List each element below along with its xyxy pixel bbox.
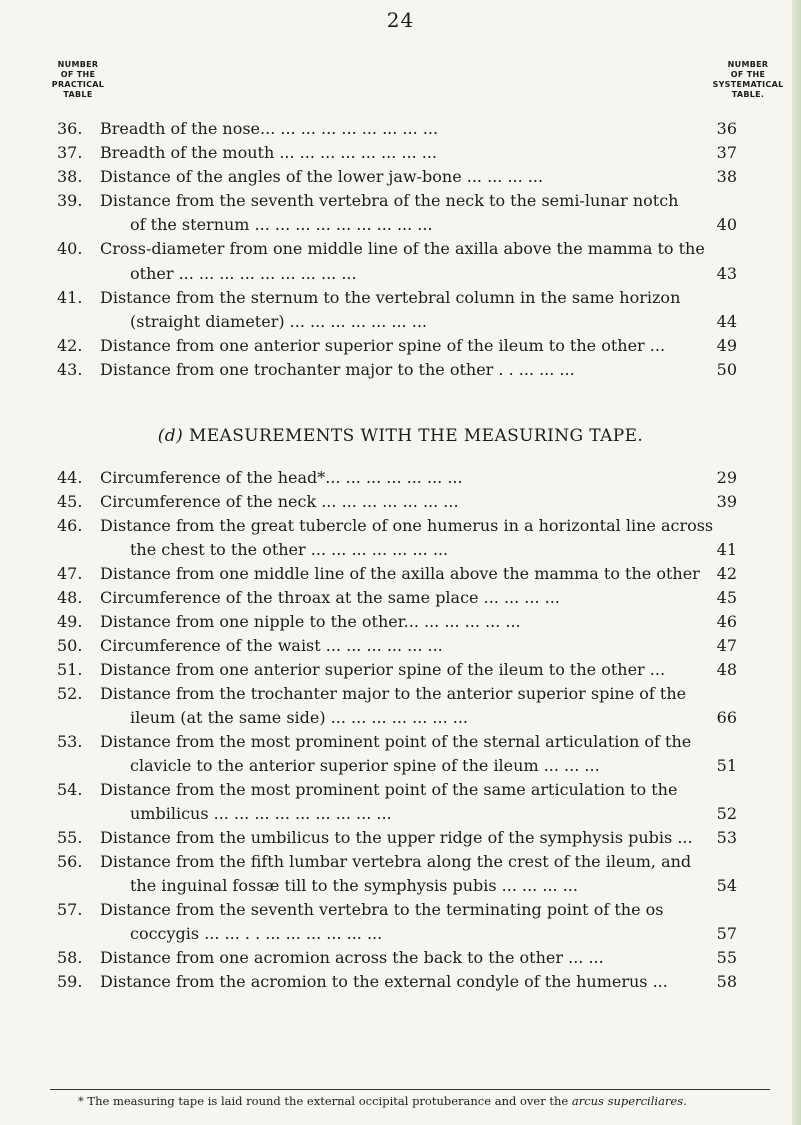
entry-number: 48. — [57, 588, 83, 607]
systematical-table-ref: 58 — [716, 972, 737, 991]
entry-text: other ... ... ... ... ... ... ... ... ... — [130, 264, 357, 283]
footnote-rule — [50, 1089, 770, 1090]
section-marker: (d) — [157, 426, 184, 446]
systematical-table-ref: 41 — [716, 540, 737, 559]
page-number: 24 — [386, 8, 415, 32]
entry-number: 36. — [57, 119, 83, 138]
entry-text: Breadth of the nose... ... ... ... ... ... ... ... ... — [100, 119, 439, 138]
entry-text: ileum (at the same side) ... ... ... ... ... ... ... — [130, 708, 469, 727]
systematical-table-column-header — [708, 60, 788, 100]
entry-number: 44. — [57, 468, 83, 487]
systematical-table-ref: 29 — [716, 468, 737, 487]
systematical-table-ref: 53 — [716, 828, 737, 847]
section-heading — [0, 426, 801, 446]
footnote-italic: arcus superciliares. — [571, 1094, 687, 1108]
entry-text: Distance from the umbilicus to the upper ridge of the symphysis pubis ... — [100, 828, 693, 847]
entry-text: Distance from one nipple to the other... ... ... ... ... ... — [100, 612, 521, 631]
entry-text: coccygis ... ... . . ... ... ... ... ... ... — [130, 924, 383, 943]
systematical-table-ref: 45 — [716, 588, 737, 607]
systematical-table-ref: 36 — [716, 119, 737, 138]
entry-text: umbilicus ... ... ... ... ... ... ... ... ... — [130, 804, 392, 823]
entry-number: 58. — [57, 948, 83, 967]
header-line: OF THE — [730, 70, 766, 79]
entry-text: Distance from the acromion to the external condyle of the humerus ... — [100, 972, 668, 991]
entry-text: Distance from one anterior superior spine of the ileum to the other ... — [100, 336, 666, 355]
page-edge — [792, 0, 801, 1125]
systematical-table-ref: 43 — [716, 264, 737, 283]
header-line: PRACTICAL — [51, 80, 105, 89]
entry-number: 41. — [57, 288, 83, 307]
entry-text: Circumference of the throax at the same place ... ... ... ... — [100, 588, 560, 607]
entry-text: Distance from the fifth lumbar vertebra along the crest of the ileum, and — [100, 852, 692, 871]
entry-text: of the sternum ... ... ... ... ... ... ... ... ... — [130, 215, 433, 234]
entry-text: Distance from the seventh vertebra of the neck to the semi-lunar notch — [100, 191, 679, 210]
systematical-table-ref: 51 — [716, 756, 737, 775]
entry-text: clavicle to the anterior superior spine of the ileum ... ... ... — [130, 756, 600, 775]
systematical-table-ref: 42 — [716, 564, 737, 583]
header-line: OF THE — [60, 70, 96, 79]
entry-number: 59. — [57, 972, 83, 991]
systematical-table-ref: 48 — [716, 660, 737, 679]
systematical-table-ref: 37 — [716, 143, 737, 162]
entry-text: Breadth of the mouth ... ... ... ... ... ... ... ... — [100, 143, 437, 162]
footnote-mark: * — [78, 1094, 84, 1108]
systematical-table-ref: 50 — [716, 360, 737, 379]
entry-number: 37. — [57, 143, 83, 162]
entry-text: Circumference of the head*... ... ... ... ... ... ... — [100, 468, 463, 487]
header-line: NUMBER — [57, 60, 99, 69]
entry-number: 57. — [57, 900, 83, 919]
header-line: TABLE. — [731, 90, 765, 99]
entry-text: Distance from the most prominent point of the sternal articulation of the — [100, 732, 692, 751]
footnote-text: The measuring tape is laid round the external occipital protuberance and over the — [87, 1094, 569, 1108]
entry-number: 45. — [57, 492, 83, 511]
systematical-table-ref: 55 — [716, 948, 737, 967]
entry-text: the chest to the other ... ... ... ... ... ... ... — [130, 540, 449, 559]
entry-text: Distance from one middle line of the axilla above the mamma to the other — [100, 564, 700, 583]
entry-text: Distance from one acromion across the back to the other ... ... — [100, 948, 604, 967]
systematical-table-ref: 54 — [716, 876, 737, 895]
entry-number: 47. — [57, 564, 83, 583]
entry-text: Distance of the angles of the lower jaw-bone ... ... ... ... — [100, 167, 544, 186]
entry-text: (straight diameter) ... ... ... ... ... ... ... — [130, 312, 427, 331]
entry-number: 52. — [57, 684, 83, 703]
entry-text: Circumference of the neck ... ... ... ... ... ... ... — [100, 492, 459, 511]
header-line: NUMBER — [727, 60, 769, 69]
systematical-table-ref: 44 — [716, 312, 737, 331]
entry-text: the inguinal fossæ till to the symphysis pubis ... ... ... ... — [130, 876, 578, 895]
header-line: SYSTEMATICAL — [712, 80, 784, 89]
entry-number: 42. — [57, 336, 83, 355]
entry-number: 54. — [57, 780, 83, 799]
entry-number: 49. — [57, 612, 83, 631]
entry-text: Distance from the great tubercle of one humerus in a horizontal line across — [100, 516, 714, 535]
entry-number: 46. — [57, 516, 83, 535]
systematical-table-ref: 46 — [716, 612, 737, 631]
entry-number: 39. — [57, 191, 83, 210]
entry-text: Distance from one anterior superior spine of the ileum to the other ... — [100, 660, 666, 679]
entry-text: Cross-diameter from one middle line of the axilla above the mamma to the — [100, 239, 705, 258]
systematical-table-ref: 39 — [716, 492, 737, 511]
footnote — [78, 1093, 778, 1109]
systematical-table-ref: 38 — [716, 167, 737, 186]
entry-text: Distance from the trochanter major to the anterior superior spine of the — [100, 684, 687, 703]
systematical-table-ref: 40 — [716, 215, 737, 234]
practical-table-column-header — [38, 60, 118, 100]
systematical-table-ref: 57 — [716, 924, 737, 943]
entry-number: 40. — [57, 239, 83, 258]
systematical-table-ref: 47 — [716, 636, 737, 655]
entry-number: 38. — [57, 167, 83, 186]
entry-text: Distance from one trochanter major to the other . . ... ... ... — [100, 360, 575, 379]
header-line: TABLE — [63, 90, 93, 99]
entry-text: Distance from the sternum to the vertebral column in the same horizon — [100, 288, 681, 307]
entry-number: 55. — [57, 828, 83, 847]
systematical-table-ref: 49 — [716, 336, 737, 355]
entry-text: Distance from the most prominent point of the same articulation to the — [100, 780, 678, 799]
entry-number: 53. — [57, 732, 83, 751]
entry-number: 56. — [57, 852, 83, 871]
entry-number: 51. — [57, 660, 83, 679]
section-title: MEASUREMENTS WITH THE MEASURING TAPE. — [188, 426, 644, 446]
entry-text: Distance from the seventh vertebra to the terminating point of the os — [100, 900, 664, 919]
systematical-table-ref: 66 — [716, 708, 737, 727]
entry-text: Circumference of the waist ... ... ... ... ... ... — [100, 636, 443, 655]
entry-number: 43. — [57, 360, 83, 379]
entry-number: 50. — [57, 636, 83, 655]
systematical-table-ref: 52 — [716, 804, 737, 823]
